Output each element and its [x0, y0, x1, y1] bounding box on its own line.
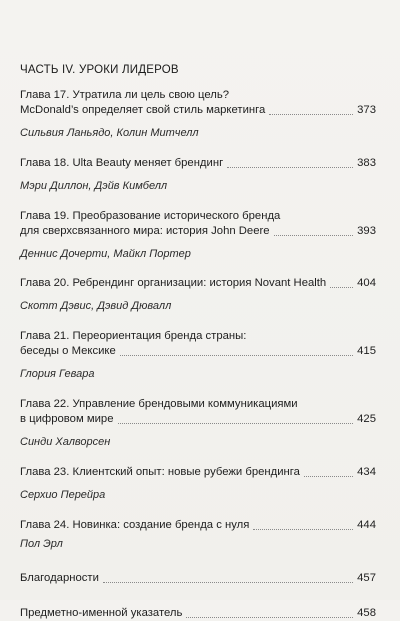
page-number: 434: [357, 466, 376, 478]
chapter-authors: Деннис Дочерти, Майкл Портер: [20, 248, 191, 260]
toc-entry-chapter-17: [20, 88, 376, 140]
chapter-title-line: Глава 23. Клиентский опыт: новые рубежи брендинга: [20, 466, 300, 478]
toc-entry-chapter-24: [20, 518, 376, 551]
chapter-title-line: Глава 17. Утратила ли цель свою цель?: [20, 89, 229, 101]
chapter-title-line: Глава 18. Ulta Beauty меняет брендинг: [20, 157, 224, 169]
chapter-title-line: Глава 22. Управление брендовыми коммуникациями: [20, 398, 298, 410]
chapter-title-row: [20, 412, 376, 427]
dot-leader: [227, 167, 353, 168]
chapter-title-line: Глава 20. Ребрендинг организации: история Novant Health: [20, 277, 327, 289]
part-title: ЧАСТЬ IV. УРОКИ ЛИДЕРОВ: [20, 64, 179, 76]
page-number: 444: [357, 519, 376, 531]
dot-leader: [103, 582, 353, 583]
dot-leader: [118, 423, 354, 424]
toc-entry-chapter-21: [20, 329, 376, 381]
toc-entry-chapter-23: [20, 465, 376, 502]
page-number: 457: [357, 572, 376, 584]
page-number: 373: [357, 104, 376, 116]
section-title: Предметно-именной указатель: [20, 607, 183, 619]
chapter-title-row: [20, 465, 376, 480]
chapter-title-line: McDonald’s определяет свой стиль маркетинга: [20, 104, 266, 116]
dot-leader: [269, 114, 353, 115]
chapter-title-row: [20, 344, 376, 359]
chapter-title-row: [20, 571, 376, 586]
page-number: 415: [357, 345, 376, 357]
toc-entry-acknowledgements: [20, 571, 376, 586]
dot-leader: [253, 529, 353, 530]
page-number: 393: [357, 225, 376, 237]
page-number: 404: [357, 277, 376, 289]
toc-entry-chapter-18: [20, 156, 376, 193]
dot-leader: [186, 617, 353, 618]
chapter-title-line: Глава 24. Новинка: создание бренда с нуля: [20, 519, 250, 531]
chapter-authors: Пол Эрл: [20, 538, 63, 550]
toc-entry-chapter-22: [20, 397, 376, 449]
chapter-authors: Сильвия Ланьядо, Колин Митчелл: [20, 127, 199, 139]
chapter-title-row: [20, 276, 376, 291]
chapter-title-line: в цифровом мире: [20, 413, 114, 425]
chapter-authors: Мэри Диллон, Дэйв Кимбелл: [20, 180, 168, 192]
chapter-title-row: [20, 606, 376, 621]
toc-entry-index: [20, 606, 376, 621]
chapter-authors: Синди Халворсен: [20, 436, 111, 448]
chapter-title-line: Глава 19. Преобразование исторического бренда: [20, 210, 281, 222]
dot-leader: [304, 476, 353, 477]
toc-entry-chapter-20: [20, 276, 376, 313]
chapter-title-row: [20, 224, 376, 239]
chapter-title-row: [20, 518, 376, 533]
page-number: 458: [357, 607, 376, 619]
page-number: 425: [357, 413, 376, 425]
dot-leader: [330, 287, 353, 288]
page-number: 383: [357, 157, 376, 169]
table-of-contents: [20, 88, 376, 621]
chapter-title-line: Глава 21. Переориентация бренда страны:: [20, 330, 247, 342]
dot-leader: [120, 355, 353, 356]
chapter-title-line: беседы о Мексике: [20, 345, 116, 357]
chapter-title-line: для сверхсвязанного мира: история John Deere: [20, 225, 270, 237]
chapter-authors: Скотт Дэвис, Дэвид Дювалл: [20, 300, 172, 312]
chapter-title-row: [20, 156, 376, 171]
chapter-authors: Глория Гевара: [20, 368, 95, 380]
dot-leader: [274, 235, 354, 236]
toc-entry-chapter-19: [20, 209, 376, 261]
chapter-authors: Серхио Перейра: [20, 489, 106, 501]
chapter-title-row: [20, 103, 376, 118]
section-title: Благодарности: [20, 572, 99, 584]
